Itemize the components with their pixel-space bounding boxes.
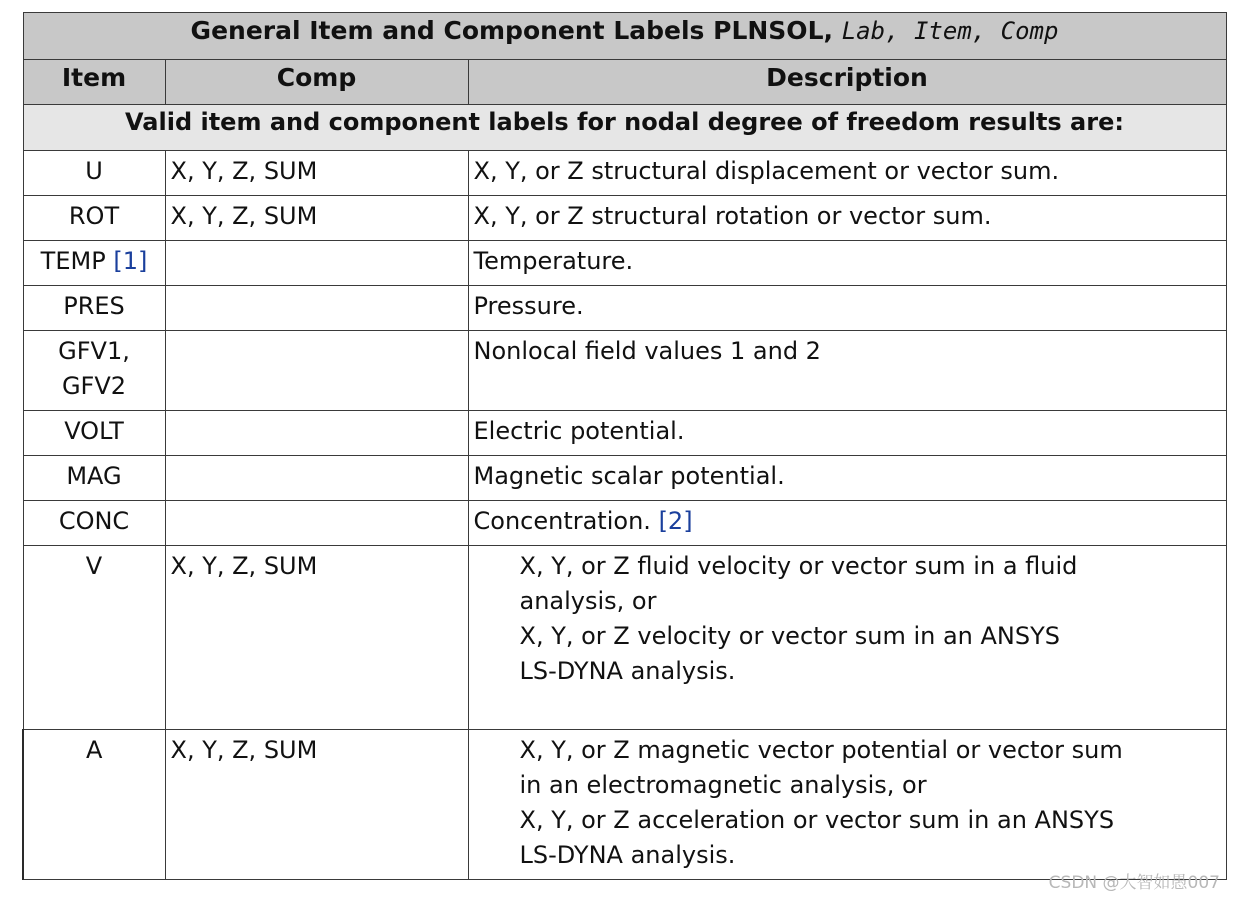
item-cell: U bbox=[23, 151, 165, 196]
title-args: Lab, Item, Comp bbox=[841, 17, 1059, 45]
comp-cell bbox=[165, 456, 468, 501]
description-line: LS-DYNA analysis. bbox=[519, 841, 736, 869]
title-prefix: General Item and Component Labels PLNSOL, bbox=[190, 16, 833, 45]
table-row bbox=[23, 501, 1226, 546]
item-cell bbox=[23, 241, 165, 286]
description-cell: Electric potential. bbox=[468, 411, 1226, 456]
item-label: TEMP bbox=[40, 247, 106, 275]
table-title bbox=[23, 13, 1226, 60]
watermark: CSDN @大智如愚007 bbox=[1048, 873, 1220, 893]
item-cell: VOLT bbox=[23, 411, 165, 456]
header-description: Description bbox=[468, 60, 1226, 105]
section-heading: Valid item and component labels for nodal degree of freedom results are: bbox=[23, 105, 1226, 151]
section-row bbox=[23, 105, 1226, 151]
comp-cell bbox=[165, 411, 468, 456]
description-text: Concentration. bbox=[473, 507, 651, 535]
item-cell: PRES bbox=[23, 286, 165, 331]
description-line: analysis, or bbox=[519, 587, 657, 615]
item-cell: A bbox=[23, 730, 165, 880]
description-line: X, Y, or Z fluid velocity or vector sum in a fluid bbox=[519, 552, 1078, 580]
comp-cell: X, Y, Z, SUM bbox=[165, 546, 468, 730]
labels-table bbox=[22, 12, 1227, 880]
comp-cell bbox=[165, 241, 468, 286]
description-line: in an electromagnetic analysis, or bbox=[519, 771, 927, 799]
description-cell bbox=[468, 546, 1226, 730]
header-item: Item bbox=[23, 60, 165, 105]
table-title-row bbox=[23, 13, 1226, 60]
description-line: X, Y, or Z velocity or vector sum in an ANSYS bbox=[519, 622, 1061, 650]
header-comp: Comp bbox=[165, 60, 468, 105]
description-line: X, Y, or Z acceleration or vector sum in an ANSYS bbox=[519, 806, 1115, 834]
comp-cell bbox=[165, 331, 468, 411]
description-cell: Temperature. bbox=[468, 241, 1226, 286]
item-cell: V bbox=[23, 546, 165, 730]
description-cell: X, Y, or Z structural rotation or vector sum. bbox=[468, 196, 1226, 241]
footnote-link[interactable]: [2] bbox=[658, 507, 693, 535]
item-cell bbox=[23, 331, 165, 411]
comp-cell bbox=[165, 286, 468, 331]
table-row bbox=[23, 331, 1226, 411]
item-line: GFV2 bbox=[61, 372, 127, 400]
table-row bbox=[23, 196, 1226, 241]
table-row bbox=[23, 241, 1226, 286]
table-row bbox=[23, 286, 1226, 331]
item-cell: CONC bbox=[23, 501, 165, 546]
description-line: X, Y, or Z magnetic vector potential or vector sum bbox=[519, 736, 1123, 764]
description-cell: Nonlocal field values 1 and 2 bbox=[468, 331, 1226, 411]
comp-cell: X, Y, Z, SUM bbox=[165, 730, 468, 880]
description-cell: Pressure. bbox=[468, 286, 1226, 331]
table-row bbox=[23, 456, 1226, 501]
item-cell: ROT bbox=[23, 196, 165, 241]
description-cell bbox=[468, 501, 1226, 546]
comp-cell bbox=[165, 501, 468, 546]
description-cell: X, Y, or Z structural displacement or vector sum. bbox=[468, 151, 1226, 196]
description-line: LS-DYNA analysis. bbox=[519, 657, 736, 685]
item-line: GFV1, bbox=[58, 337, 130, 365]
table-row bbox=[23, 411, 1226, 456]
column-header-row bbox=[23, 60, 1226, 105]
footnote-link[interactable]: [1] bbox=[113, 247, 148, 275]
description-cell bbox=[468, 730, 1226, 880]
table-row bbox=[23, 151, 1226, 196]
comp-cell: X, Y, Z, SUM bbox=[165, 151, 468, 196]
description-cell: Magnetic scalar potential. bbox=[468, 456, 1226, 501]
item-cell: MAG bbox=[23, 456, 165, 501]
comp-cell: X, Y, Z, SUM bbox=[165, 196, 468, 241]
table-row bbox=[23, 546, 1226, 730]
table-row bbox=[23, 730, 1226, 880]
